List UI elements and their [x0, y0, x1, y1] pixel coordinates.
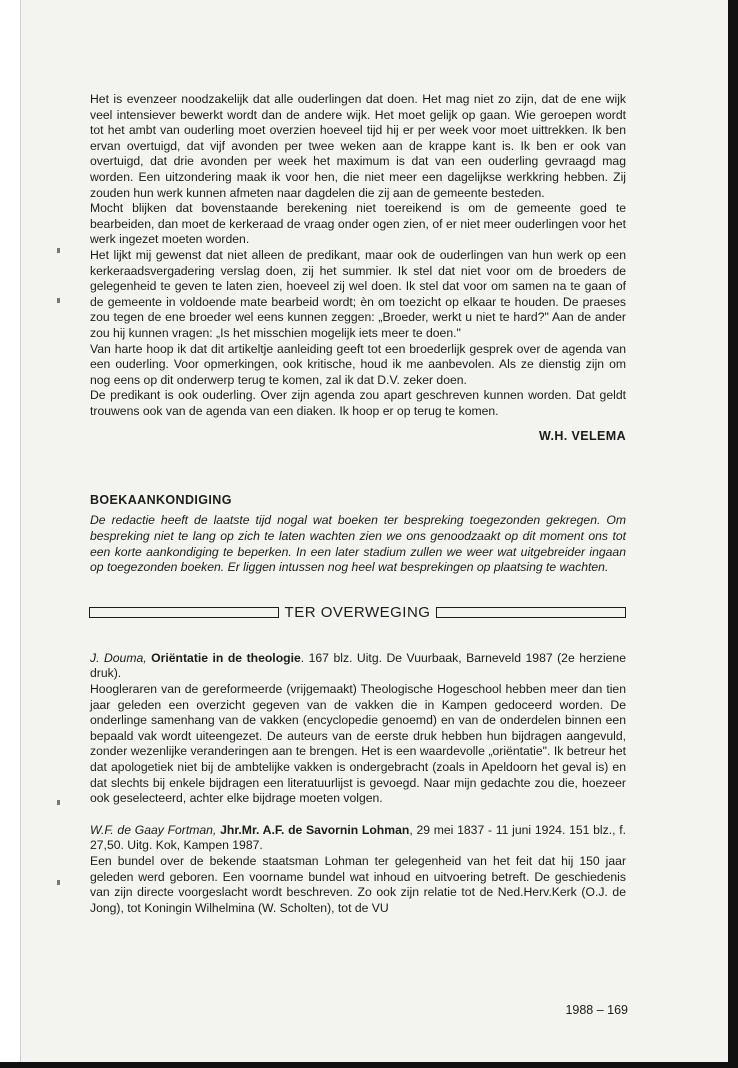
review-publication: , 29 mei 1837 - 11 juni 1924. 151 blz., f. 27,50. Uitg. Kok, Kampen 1987.	[90, 822, 627, 853]
margin-mark	[57, 800, 60, 805]
review-publication: . 167 blz. Uitg. De Vuurbaak, Barneveld 1987 (2e herziene druk).	[90, 650, 626, 681]
article-paragraph: Het lijkt mij gewenst dat niet alleen de predikant, maar ook de ouderlingen van hun werk op een kerkeraadsvergadering verslag doen, zij het summier. Ik stel dat niet voor om de broeders de gelegenheid te geven te laten zien, hoeveel zij wel doen. Ik stel dat voor om samen na te gaan of de gemeente in voldoende mate bearbeid wordt; èn om toezicht op elkaar te houden. De praeses zou tegen de ene broeder wel eens kunnen zeggen: „Broeder, werkt u niet te hard?" Aan de ander zou hij kunnen vragen: „Is het misschien mogelijk iets meer te doen."	[90, 247, 626, 340]
article-body	[90, 92, 626, 443]
announcement-text: De redactie heeft de laatste tijd nogal wat boeken ter bespreking toegezonden gekregen. Om bespreking niet te lang op zich te laten wachten zien we ons genoodzaakt op dit moment ons tot een korte aankondiging te beperken. In een later stadium zullen we weer wat uitgebreider ingaan op toegezonden boeken. Er liggen intussen nog heel wat besprekingen op plaatsing te wachten.	[90, 513, 626, 575]
author-signature: W.H. VELEMA	[538, 429, 626, 444]
review-book-title: Jhr.Mr. A.F. de Savornin Lohman	[220, 822, 410, 837]
review-book-title: Oriëntatie in de theologie	[151, 650, 301, 665]
article-paragraph: De predikant is ook ouderling. Over zijn agenda zou apart geschreven kunnen worden. Dat geldt trouwens ook van de agenda van een diaken. Ik hoop er op terug te komen.	[90, 388, 626, 418]
section-banner	[89, 604, 626, 621]
scan-edge-right	[728, 0, 738, 1068]
review-body: Een bundel over de bekende staatsman Lohman ter gelegenheid van het feit dat hij 150 jaar geleden werd geboren. Een voorname bundel wat inhoud en uitvoering betreft. De geschiedenis van zijn directe voorgeslacht wordt beschreven. Zo ook zijn relatie tot de Ned.Herv.Kerk (O.J. de Jong), tot Koningin Wilhelmina (W. Scholten), tot de VU	[90, 853, 626, 915]
article-paragraph: Van harte hoop ik dat dit artikeltje aanleiding geeft tot een broederlijk gesprek over de agenda van een ouderling. Voor opmerkingen, ook kritische, houd ik me aanbevolen. Als ze dienstig zijn om nog eens op dit onderwerp terug te komen, zal ik dat D.V. zeker doen.	[90, 341, 626, 387]
review-author: W.F. de Gaay Fortman,	[90, 822, 217, 837]
margin-mark	[57, 298, 60, 303]
review-entry	[90, 651, 626, 807]
review-citation	[90, 823, 626, 854]
review-citation	[90, 651, 626, 682]
article-paragraph: Het is evenzeer noodzakelijk dat alle ouderlingen dat doen. Het mag niet zo zijn, dat de ene wijk veel intensiever bewerkt wordt dan de andere wijk. Het moet gelijk op gaan. Wie geroepen wordt tot het ambt van ouderling moet overzien hoeveel tijd hij er per week voor moet uittrekken. Ik ben ervan overtuigd, dat vijf avonden per twee weken aan de krappe kant is. Ik ben er ook van overtuigd, dat drie avonden per week het maximum is dat van een ouderling gevraagd mag worden. Een uitzondering maak ik voor hen, die niet meer een dagelijkse werkkring hebben. Zij zouden hun werk kunnen afmeten naar dagdelen die zij aan de gemeente besteden.	[90, 92, 626, 200]
article-paragraph: Mocht blijken dat bovenstaande berekening niet toereikend is om de gemeente goed te bearbeiden, dan moet de kerkeraad de vraag onder ogen zien, of er niet meer ouderlingen voor het werk ingezet moeten worden.	[90, 201, 626, 247]
margin-mark	[57, 248, 60, 253]
review-body: Hoogleraren van de gereformeerde (vrijgemaakt) Theologische Hogeschool hebben meer dan tien jaar geleden een overzicht gegeven van de vakken die in Kampen gedoceerd worden. De onderlinge samenhang van de vakken (encyclopedie genoemd) en van de onderdelen binnen een bepaald vak wordt uiteengezet. De auteurs van de eerste druk hebben hun bijdragen aangevuld, zonder wezenlijke veranderingen aan te brengen. Het is een waardevolle „oriëntatie". Ik betreur het dat apologetiek niet bij de ambtelijke vakken is ondergebracht (zoals in Apeldoorn het geval is) en dat slechts bij enkele bijdragen een literatuurlijst is gevoegd. Naar mijn gedachte zou die, hoezeer ook geselecteerd, achter elke bijdrage moeten volgen.	[90, 682, 626, 806]
page-number: 1988 – 169	[565, 1003, 628, 1017]
review-author: J. Douma,	[90, 650, 147, 665]
review-entry	[90, 823, 626, 917]
banner-rule-right	[436, 607, 626, 618]
margin-mark	[57, 880, 60, 885]
page-content	[90, 92, 626, 916]
banner-rule-left	[89, 607, 279, 618]
section-title: TER OVERWEGING	[284, 603, 431, 621]
announcement-heading: BOEKAANKONDIGING	[90, 493, 232, 508]
scan-edge-bottom	[0, 1062, 738, 1068]
